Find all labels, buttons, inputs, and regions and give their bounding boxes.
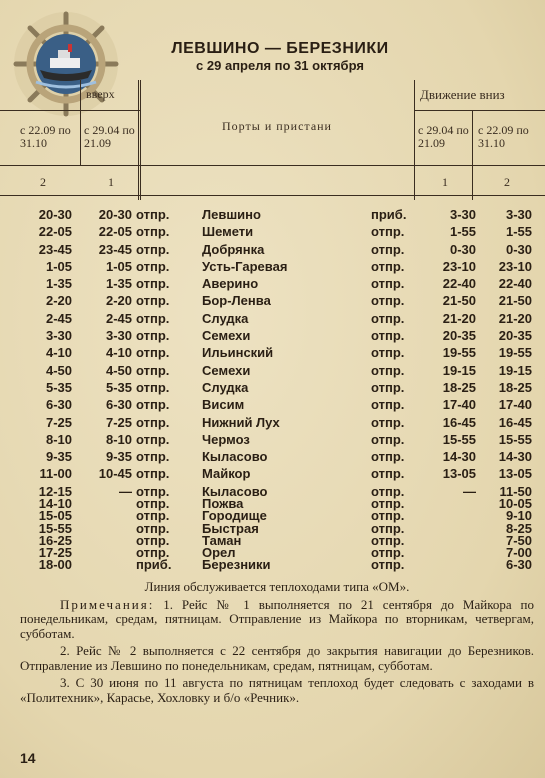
return-time-2: 22-40 (498, 276, 532, 292)
return-time-1: 21-50 (442, 293, 476, 309)
table-row (22, 396, 534, 413)
departure-time-1: 20-30 (98, 207, 132, 222)
schedule-rows (22, 206, 534, 483)
return-time-2: 3-30 (505, 207, 532, 222)
table-row (22, 344, 534, 361)
table-row (22, 559, 534, 571)
direction-down-label: вверх (86, 87, 115, 101)
departure-time-2: 3-30 (45, 328, 72, 344)
departure-time-2: 1-05 (45, 258, 72, 274)
departure-time-1: 3-30 (105, 328, 132, 344)
departure-time-2: 5-35 (45, 379, 72, 395)
return-time-2: 8-25 (505, 520, 532, 536)
departure-mark: отпр. (136, 414, 170, 430)
departure-mark: отпр. (136, 484, 170, 499)
return-mark: отпр. (371, 496, 405, 512)
table-row (22, 520, 534, 536)
return-time-1: 19-15 (442, 362, 476, 378)
departure-time-1: 6-30 (105, 397, 132, 413)
port-name: Семехи (202, 362, 251, 378)
departure-time-2: 1-35 (45, 276, 72, 292)
port-name: Шемети (202, 224, 254, 240)
departure-mark: отпр. (136, 328, 170, 344)
return-time-2: 21-20 (498, 310, 532, 326)
port-name: Аверино (202, 276, 259, 292)
port-name: Висим (202, 397, 245, 413)
return-mark: отпр. (371, 293, 405, 309)
port-name: Семехи (202, 328, 251, 344)
port-name: Слудка (202, 379, 249, 395)
departure-time-2: 4-10 (45, 345, 72, 361)
return-time-1: 17-40 (442, 397, 476, 413)
departure-time-2: 7-25 (45, 414, 72, 430)
note-2: 2. Рейс № 2 выполняется с 22 сентября до закрытия навигации до Березников. Отправление из Левшино по понедельникам, средам, пятницам, субботам. (20, 643, 534, 673)
return-mark: отпр. (371, 520, 405, 536)
note-1 (20, 598, 534, 642)
departure-time-2: 15-05 (38, 508, 72, 524)
table-row (22, 327, 534, 344)
return-time-2: 1-55 (505, 224, 532, 240)
period-left-2: с 22.09 по 31.10 (20, 123, 71, 150)
departure-mark: отпр. (136, 310, 170, 326)
return-mark: отпр. (371, 431, 405, 447)
departure-mark: приб. (136, 557, 172, 573)
return-time-1: 15-55 (442, 431, 476, 447)
table-row (22, 544, 534, 560)
departure-time-2: 4-50 (45, 362, 72, 378)
table-row (22, 448, 534, 465)
return-time-1: 0-30 (449, 241, 476, 257)
port-name: Чермоз (202, 431, 250, 447)
return-mark: отпр. (371, 258, 405, 274)
period-left-1: с 29.04 по 21.09 (84, 123, 135, 150)
col-num-left-2: 2 (40, 175, 46, 189)
return-time-2: 14-30 (498, 449, 532, 465)
port-name: Быстрая (202, 520, 259, 536)
table-row (22, 379, 534, 396)
return-time-2: 19-55 (498, 345, 532, 361)
departure-time-2: 12-15 (38, 484, 72, 499)
port-name: Таман (202, 532, 242, 548)
departure-time-1: 9-35 (105, 449, 132, 465)
departure-time-1: 10-45 (98, 466, 132, 482)
departure-mark: отпр. (136, 520, 170, 536)
return-mark: отпр. (371, 532, 405, 548)
departure-mark: отпр. (136, 345, 170, 361)
col-num-right-1: 1 (442, 175, 448, 189)
notes-section (20, 580, 534, 708)
table-row (22, 292, 534, 309)
port-name: Слудка (202, 310, 249, 326)
return-time-2: 23-10 (498, 258, 532, 274)
return-mark: отпр. (371, 328, 405, 344)
return-mark: отпр. (371, 397, 405, 413)
table-row (22, 275, 534, 292)
return-mark: отпр. (371, 224, 405, 240)
return-time-2: 7-00 (505, 544, 532, 560)
col-num-left-1: 1 (108, 175, 114, 189)
departure-time-2: 6-30 (45, 397, 72, 413)
departure-time-1: — (119, 484, 132, 499)
return-time-2: 18-25 (498, 379, 532, 395)
departure-time-2: 15-55 (38, 520, 72, 536)
table-row (22, 486, 534, 498)
departure-mark: отпр. (136, 397, 170, 413)
return-time-2: 10-05 (498, 496, 532, 512)
return-time-2: 17-40 (498, 397, 532, 413)
route-period: с 29 апреля по 31 октября (196, 58, 364, 73)
departure-time-2: 11-00 (39, 466, 72, 482)
return-time-2: 9-10 (505, 508, 532, 524)
return-mark: отпр. (371, 449, 405, 465)
port-name: Майкор (202, 466, 251, 482)
return-mark: приб. (371, 207, 407, 222)
return-mark: отпр. (371, 362, 405, 378)
return-mark: отпр. (371, 276, 405, 292)
return-time-1: 3-30 (449, 207, 476, 222)
departure-mark: отпр. (136, 293, 170, 309)
port-name: Городище (202, 508, 267, 524)
direction-up-label: Движение вниз (420, 87, 505, 102)
return-time-1: 1-55 (449, 224, 476, 240)
return-time-1: 13-05 (442, 466, 476, 482)
departure-mark: отпр. (136, 496, 170, 512)
return-time-2: 13-05 (498, 466, 532, 482)
departure-time-1: 5-35 (105, 379, 132, 395)
departure-time-1: 8-10 (105, 431, 132, 447)
table-row (22, 510, 534, 522)
period-right-1: с 29.04 по 21.09 (418, 123, 469, 150)
page-number: 14 (20, 750, 36, 766)
departure-mark: отпр. (136, 207, 170, 222)
return-time-2: 20-35 (498, 328, 532, 344)
route-title: ЛЕВШИНО — БЕРЕЗНИКИ (171, 40, 389, 57)
departure-mark: отпр. (136, 544, 170, 560)
return-time-2: 21-50 (498, 293, 532, 309)
departure-mark: отпр. (136, 224, 170, 240)
table-row (22, 431, 534, 448)
return-time-1: 16-45 (442, 414, 476, 430)
departure-time-1: 1-35 (105, 276, 132, 292)
ports-label: Порты и пристани (222, 119, 332, 133)
departure-time-1: 2-20 (105, 293, 132, 309)
return-time-1: 21-20 (442, 310, 476, 326)
return-time-2: 15-55 (498, 431, 532, 447)
departure-time-1: 4-10 (105, 345, 132, 361)
departure-mark: отпр. (136, 258, 170, 274)
departure-time-2: 2-45 (45, 310, 72, 326)
port-name: Пожва (202, 496, 244, 512)
return-mark: отпр. (371, 466, 405, 482)
table-row (22, 532, 534, 548)
departure-time-1: 1-05 (105, 258, 132, 274)
table-row (22, 310, 534, 327)
departure-time-2: 16-25 (38, 532, 72, 548)
table-header (0, 80, 545, 200)
return-time-2: 6-30 (505, 557, 532, 573)
return-time-1: 19-55 (442, 345, 476, 361)
port-name: Орел (202, 544, 236, 560)
departure-mark: отпр. (136, 532, 170, 548)
port-name: Усть-Гаревая (202, 258, 288, 274)
note-1-text: 1. Рейс № 1 выполняется по 21 сентября до Майкора по понедельникам, средам, пятницам. Отправление из Майкора по вторникам, четвергам, субботам. (20, 596, 534, 641)
departure-time-1: 7-25 (105, 414, 132, 430)
return-mark: отпр. (371, 241, 405, 257)
return-mark: отпр. (371, 557, 405, 573)
departure-mark: отпр. (136, 379, 170, 395)
departure-time-1: 23-45 (98, 241, 132, 257)
return-mark: отпр. (371, 379, 405, 395)
schedule-rows-extra (22, 486, 534, 571)
departure-time-2: 9-35 (45, 449, 72, 465)
return-time-2: 0-30 (505, 241, 532, 257)
departure-time-2: 17-25 (38, 544, 72, 560)
table-row (22, 206, 534, 223)
departure-time-1: 4-50 (105, 362, 132, 378)
return-time-1: 23-10 (442, 258, 476, 274)
notes-label: Примечания: (60, 596, 155, 612)
table-row (22, 241, 534, 258)
port-name: Кыласово (202, 484, 268, 499)
table-row (22, 414, 534, 431)
port-name: Добрянка (202, 241, 265, 257)
table-row (22, 223, 534, 240)
departure-time-2: 18-00 (38, 557, 72, 573)
port-name: Березники (202, 557, 271, 573)
return-time-2: 7-50 (505, 532, 532, 548)
departure-mark: отпр. (136, 431, 170, 447)
departure-time-2: 8-10 (45, 431, 72, 447)
departure-mark: отпр. (136, 449, 170, 465)
col-num-right-2: 2 (504, 175, 510, 189)
departure-mark: отпр. (136, 241, 170, 257)
return-time-1: 18-25 (442, 379, 476, 395)
departure-mark: отпр. (136, 508, 170, 524)
period-right-2: с 22.09 по 31.10 (478, 123, 529, 150)
return-mark: отпр. (371, 484, 405, 499)
departure-time-1: 22-05 (98, 224, 132, 240)
return-mark: отпр. (371, 544, 405, 560)
table-row (22, 258, 534, 275)
table-row (22, 362, 534, 379)
return-time-1: 14-30 (442, 449, 476, 465)
table-row (22, 498, 534, 510)
return-mark: отпр. (371, 414, 405, 430)
departure-time-2: 22-05 (38, 224, 72, 240)
return-time-2: 19-15 (498, 362, 532, 378)
note-3: 3. С 30 июня по 11 августа по пятницам теплоход будет следовать с заходами в «Политехник», Карасье, Хохловку и б/о «Речник». (20, 675, 534, 705)
departure-time-2: 14-10 (38, 496, 72, 512)
departure-mark: отпр. (136, 466, 170, 482)
departure-time-2: 2-20 (45, 293, 72, 309)
port-name: Нижний Лух (202, 414, 280, 430)
departure-time-1: 2-45 (105, 310, 132, 326)
departure-time-2: 23-45 (38, 241, 72, 257)
port-name: Ильинский (202, 345, 274, 361)
port-name: Левшино (202, 207, 261, 222)
return-time-1: 20-35 (442, 328, 476, 344)
port-name: Кыласово (202, 449, 268, 465)
departure-time-2: 20-30 (38, 207, 72, 222)
table-row (22, 465, 534, 482)
departure-mark: отпр. (136, 362, 170, 378)
return-time-1: — (463, 484, 476, 499)
return-time-2: 16-45 (498, 414, 532, 430)
return-mark: отпр. (371, 310, 405, 326)
return-mark: отпр. (371, 345, 405, 361)
return-time-2: 11-50 (499, 484, 532, 499)
port-name: Бор-Ленва (202, 293, 271, 309)
line-service-note: Линия обслуживается теплоходами типа «ОМ». (144, 579, 410, 594)
return-time-1: 22-40 (442, 276, 476, 292)
return-mark: отпр. (371, 508, 405, 524)
departure-mark: отпр. (136, 276, 170, 292)
